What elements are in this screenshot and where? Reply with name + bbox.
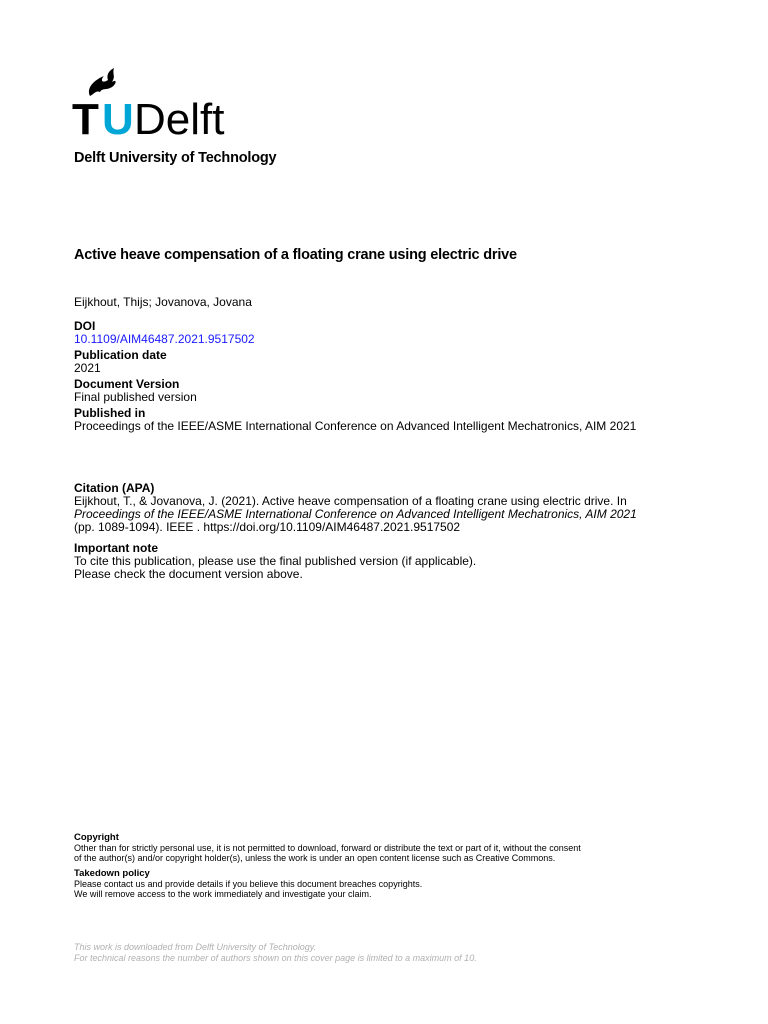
document-version-section <box>74 378 197 404</box>
tu-delft-logo <box>72 66 262 138</box>
footer-line-1: This work is downloaded from Delft University of Technology. <box>74 942 317 952</box>
publication-date-label: Publication date <box>74 348 167 362</box>
important-note-section <box>74 542 476 581</box>
takedown-label: Takedown policy <box>74 868 150 879</box>
document-version-label: Document Version <box>74 377 180 391</box>
doi-link[interactable]: 10.1109/AIM46487.2021.9517502 <box>74 332 255 346</box>
logo-delft: Delft <box>134 95 225 138</box>
citation-section <box>74 482 714 534</box>
publication-date-value: 2021 <box>74 361 101 375</box>
published-in-value: Proceedings of the IEEE/ASME International Conference on Advanced Intelligent Mechatronics, AIM 2021 <box>74 419 637 433</box>
takedown-line-1: Please contact us and provide details if you believe this document breaches copyrights. <box>74 879 423 889</box>
copyright-label: Copyright <box>74 832 119 843</box>
flame-icon <box>89 68 116 96</box>
institution-name: Delft University of Technology <box>74 150 277 166</box>
doi-section <box>74 320 255 346</box>
citation-text <box>74 495 714 534</box>
published-in-section <box>74 407 636 433</box>
copyright-section <box>74 833 694 863</box>
citation-label: Citation (APA) <box>74 481 155 495</box>
copyright-line-2: of the author(s) and/or copyright holder(s), unless the work is under an open content license such as Creative Commons. <box>74 853 556 863</box>
document-title: Active heave compensation of a floating crane using electric drive <box>74 247 517 263</box>
publication-date-section <box>74 349 167 375</box>
citation-line-1: Eijkhout, T., & Jovanova, J. (2021). Active heave compensation of a floating crane using electric drive. In <box>74 494 627 508</box>
important-note-line-2: Please check the document version above. <box>74 567 303 581</box>
logo-t: T <box>72 95 99 138</box>
important-note-line-1: To cite this publication, please use the final published version (if applicable). <box>74 554 477 568</box>
citation-line-3: (pp. 1089-1094). IEEE . https://doi.org/10.1109/AIM46487.2021.9517502 <box>74 520 461 534</box>
important-note-label: Important note <box>74 541 158 555</box>
takedown-section <box>74 869 694 899</box>
footer-note <box>74 942 477 963</box>
footer-line-2: For technical reasons the number of authors shown on this cover page is limited to a maximum of 10. <box>74 952 477 963</box>
published-in-label: Published in <box>74 406 146 420</box>
document-version-value: Final published version <box>74 390 197 404</box>
authors: Eijkhout, Thijs; Jovanova, Jovana <box>74 295 252 309</box>
tu-delft-logo-mark <box>72 66 262 138</box>
citation-line-2: Proceedings of the IEEE/ASME International Conference on Advanced Intelligent Mechatronics, AIM 2021 <box>74 507 637 521</box>
logo-u: U <box>102 95 134 138</box>
takedown-line-2: We will remove access to the work immediately and investigate your claim. <box>74 889 372 899</box>
doi-label: DOI <box>74 319 96 333</box>
copyright-line-1: Other than for strictly personal use, it is not permitted to download, forward or distribute the text or part of it, without the consent <box>74 843 581 853</box>
